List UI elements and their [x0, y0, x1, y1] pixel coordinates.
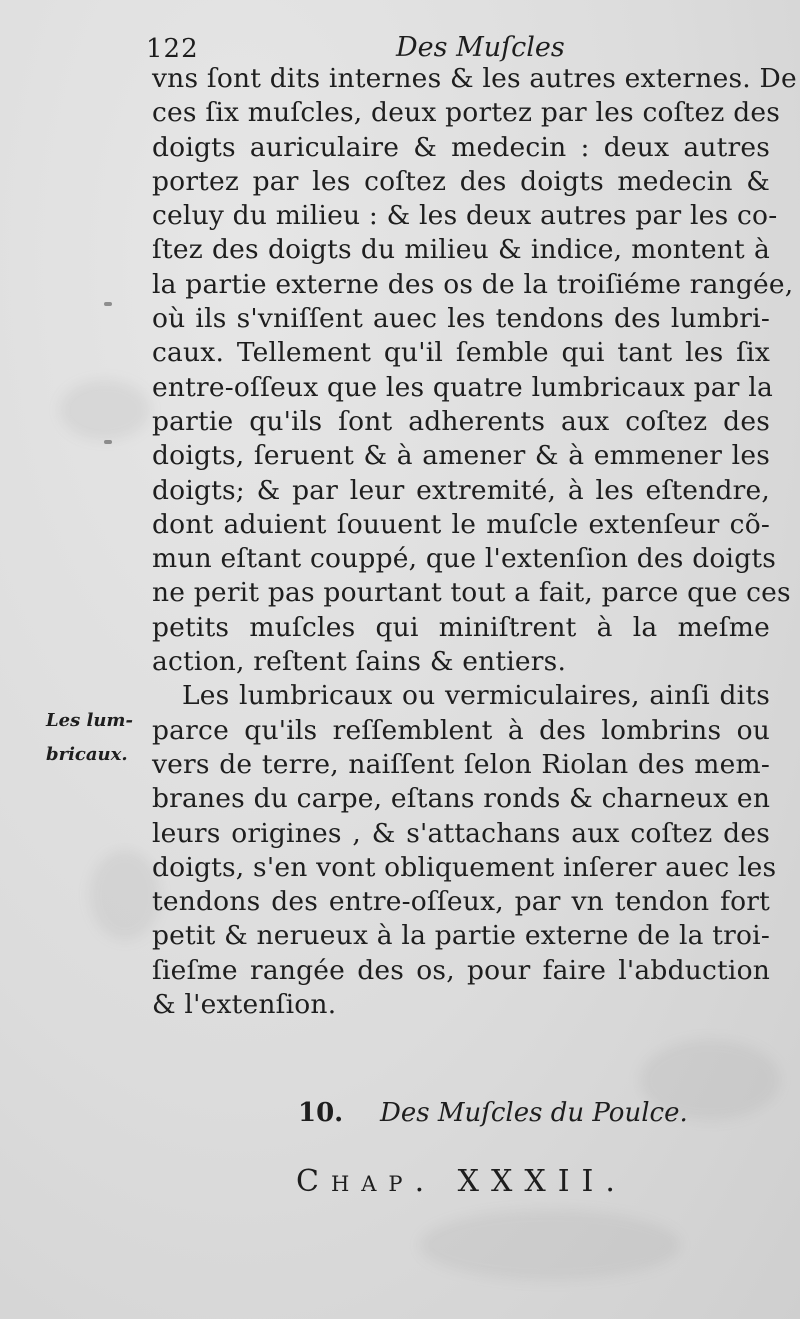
margin-note: [46, 704, 156, 772]
text-line: doigts, s'en vont obliquement inſerer auec les: [152, 851, 777, 883]
page-number: 122: [146, 34, 199, 64]
running-head: Des Muſcles: [396, 32, 565, 63]
text-line: doigts, ſeruent & à amener & à emmener les: [152, 440, 770, 472]
paragraph-start-line: Les lumbricaux ou vermiculaires, ainſi dits: [182, 680, 770, 712]
text-line: celuy du milieu : & les deux autres par les co-: [152, 200, 778, 232]
paper-stain: [60, 380, 150, 440]
section-title: [0, 1098, 800, 1134]
text-line: dont aduient ſouuent le muſcle extenſeur cõ-: [152, 508, 770, 540]
text-line: ces ſix muſcles, deux portez par les coſtez des: [152, 97, 781, 129]
text-line: ne perit pas pourtant tout a fait, parce que ces: [152, 577, 791, 609]
text-line: la partie externe des os de la troiſiéme rangée,: [152, 268, 794, 300]
text-line: ſieſme rangée des os, pour faire l'abduction: [152, 954, 770, 986]
text-line: entre-oſſeux que les quatre lumbricaux par la: [152, 371, 773, 403]
text-line: parce qu'ils reſſemblent à des lombrins ou: [152, 714, 770, 746]
text-line: tendons des entre-oſſeux, par vn tendon fort: [152, 886, 770, 918]
ink-mark: [104, 440, 112, 444]
text-line: petits muſcles qui miniſtrent à la meſme: [152, 611, 770, 643]
text-line: & l'extenſion.: [152, 989, 337, 1021]
text-line: ſtez des doigts du milieu & indice, montent à: [152, 234, 770, 266]
text-line: petit & nerueux à la partie externe de la troi-: [152, 920, 770, 952]
section-number: 10.: [298, 1098, 344, 1128]
margin-note-line: bricaux.: [46, 744, 128, 765]
text-line: leurs origines , & s'attachans aux coſtez des: [152, 817, 770, 849]
paper-stain: [90, 850, 160, 940]
text-line: vers de terre, naiſſent ſelon Riolan des mem-: [152, 748, 770, 780]
text-line: action, reſtent ſains & entiers.: [152, 646, 567, 678]
text-line: mun eſtant couppé, que l'extenſion des doigts: [152, 543, 777, 575]
text-line: portez par les coſtez des doigts medecin &: [152, 165, 770, 197]
paper-stain: [420, 1210, 680, 1280]
text-line: doigts auriculaire & medecin : deux autres: [152, 131, 770, 163]
text-line: caux. Tellement qu'il ſemble qui tant les ſix: [152, 337, 770, 369]
text-line: branes du carpe, eſtans ronds & charneux en: [152, 783, 771, 815]
ink-mark: [104, 302, 112, 306]
text-line: partie qu'ils ſont adherents aux coſtez des: [152, 405, 770, 437]
chapter-heading: Chap. XXXII.: [296, 1164, 627, 1199]
section-name: Des Muſcles du Poulce.: [380, 1098, 688, 1128]
text-line: où ils s'vniſſent auec les tendons des lumbri-: [152, 303, 770, 335]
text-line: vns ſont dits internes & les autres externes. De: [152, 63, 797, 94]
margin-note-line: Les lum-: [46, 710, 133, 731]
text-line: doigts; & par leur extremité, à les eſtendre,: [152, 474, 770, 506]
body-text: [152, 62, 797, 1022]
